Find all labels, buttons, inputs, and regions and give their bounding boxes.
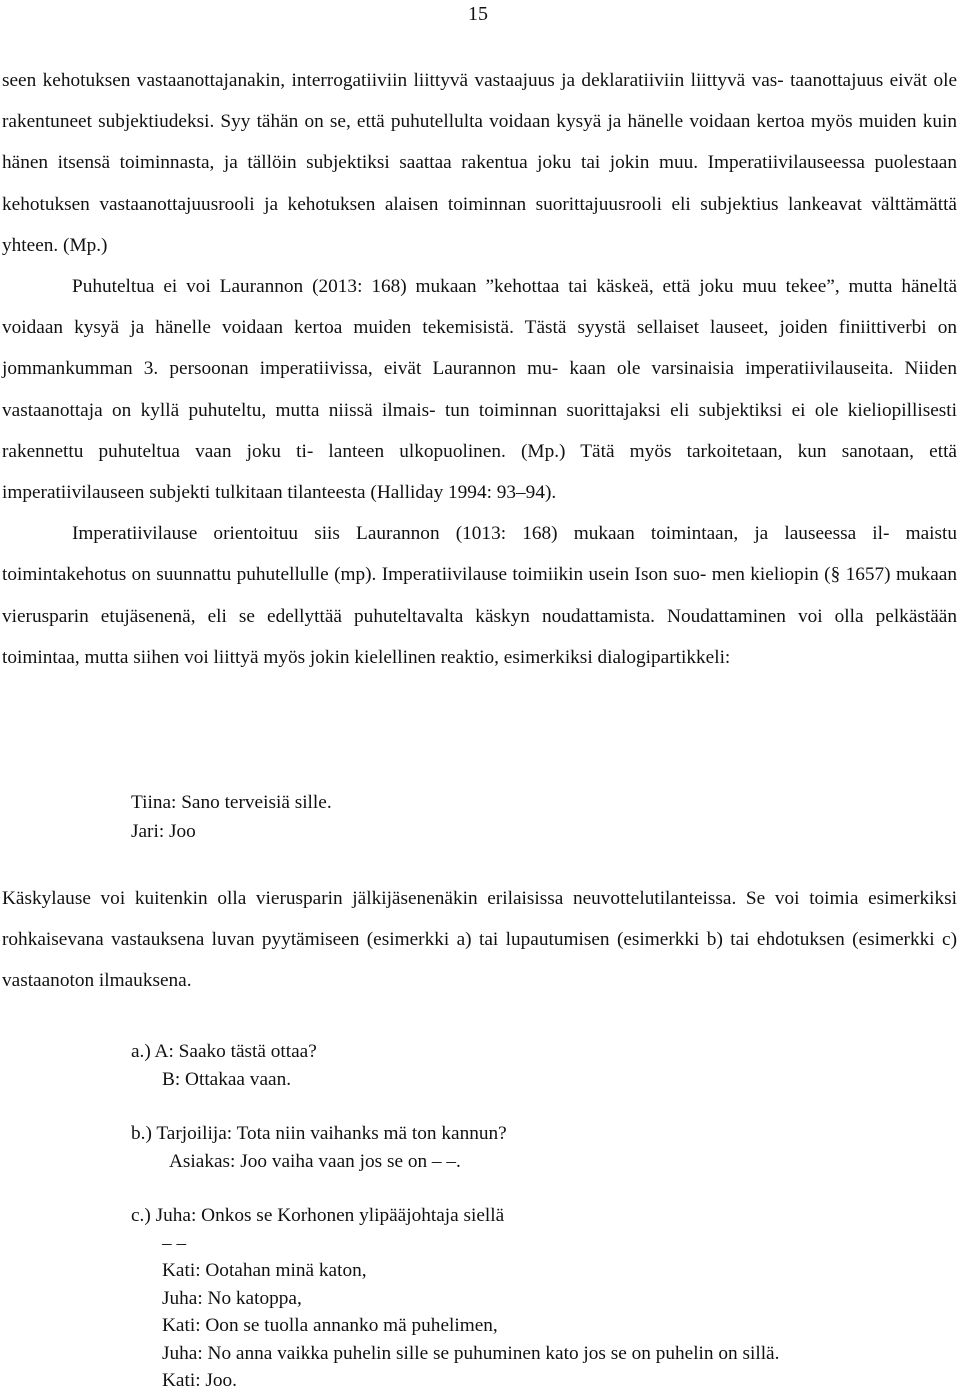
dialog-example <box>131 788 332 846</box>
paragraph-2 <box>2 266 957 513</box>
example-c-line: Kati: Ootahan minä katon, <box>162 1260 367 1281</box>
text-line: (esimerkki b) tai ehdotuksen (esimerkki c) vastaanoton ilmauksena. <box>2 929 957 992</box>
dialog-line: Tiina: Sano terveisiä sille. <box>131 792 332 813</box>
text-line: lauseet, joiden finiittiverbi on jommankumman 3. persoonan imperatiivissa, eivät Laurannon mu- <box>2 317 957 380</box>
text-line: maistu toimintakehotus on suunnattu puhutellulle (mp). Imperatiivilause toimiikin usein Ison suo- <box>2 523 957 586</box>
text-line: Puhuteltua ei voi Laurannon (2013: 168) mukaan ”kehottaa tai käskeä, että joku muu tekee”, <box>72 276 840 298</box>
paragraph-4 <box>2 878 957 1002</box>
text-line: tulkitaan tilanteesta (Halliday 1994: 93–94). <box>215 482 557 504</box>
example-c-line: – – <box>162 1232 187 1254</box>
text-line: mutta häneltä voidaan kysyä ja hänelle voidaan kertoa muiden tekemisistä. Tästä syystä sellaiset <box>2 276 957 339</box>
text-line: toimia esimerkiksi rohkaisevana vastauksena luvan pyytämiseen (esimerkki a) tai lupautumisen <box>2 888 958 951</box>
text-line: seen kehotuksen vastaanottajanakin, interrogatiiviin liittyvä vastaajuus ja deklaratiiviin liittyvä vas- <box>2 70 784 91</box>
main-text <box>2 60 957 678</box>
paragraph-1 <box>2 60 957 266</box>
example-c-line: Kati: Joo. <box>162 1370 237 1391</box>
text-line: Imperatiivilause orientoituu siis Laurannon (1013: 168) mukaan toimintaan, ja lauseessa il- <box>72 523 890 545</box>
example-list <box>131 1038 779 1395</box>
example-c-line: Juha: No katoppa, <box>162 1287 302 1309</box>
text-line: ja hänelle voidaan kertoa myös muiden kuin hänen itsensä toiminnasta, ja tällöin subjektiksi saattaa <box>2 111 957 174</box>
text-line: taanottajuus eivät ole rakentuneet subjektiudeksi. Syy tähän on se, että puhutellulta voidaan kysyä <box>2 70 957 133</box>
text-line: lanteen ulkopuolinen. (Mp.) Tätä myös tarkoitetaan, kun sanotaan, että imperatiivilauseen subjekti <box>2 440 957 504</box>
example-a-line: a.) A: Saako tästä ottaa? <box>131 1041 317 1062</box>
example-a-line: B: Ottakaa vaan. <box>162 1068 292 1090</box>
dialog-line: Jari: Joo <box>131 821 196 842</box>
text-line: rakentua joku tai jokin muu. Imperatiivilauseessa puolestaan kehotuksen vastaanottajuusrooli ja <box>2 152 957 215</box>
text-line: noudattamista. Noudattaminen voi olla pelkästään toimintaa, mutta siihen voi liittyä myös jokin <box>2 605 957 668</box>
text-line: kielellinen reaktio, esimerkiksi dialogipartikkeli: <box>354 646 731 668</box>
example-c-line: Kati: Oon se tuolla annanko mä puhelimen, <box>162 1315 498 1336</box>
text-line: tun toiminnan suorittajaksi eli subjektiksi ei ole kieliopillisesti rakennettu puhuteltua vaan joku ti- <box>2 399 958 462</box>
example-c-line: c.) Juha: Onkos se Korhonen ylipääjohtaja siellä <box>131 1205 505 1226</box>
text-line: Käskylause voi kuitenkin olla vierusparin jälkijäsenenäkin erilaisissa neuvottelutilanteissa. Se voi <box>2 888 800 909</box>
paragraph-3 <box>2 513 957 678</box>
text-line: men kieliopin (§ 1657) mukaan vierusparin etujäsenenä, eli se edellyttää puhuteltavalta käskyn <box>2 564 958 627</box>
text-line: kehotuksen alaisen toiminnan suorittajuusrooli eli subjektius lankeavat välttämättä yhteen. (Mp.) <box>2 193 957 256</box>
example-b-line: b.) Tarjoilija: Tota niin vaihanks mä ton kannun? <box>131 1123 507 1144</box>
page-number: 15 <box>468 3 488 25</box>
example-b-line: Asiakas: Joo vaiha vaan jos se on – –. <box>169 1150 461 1172</box>
text-line: kaan ole varsinaisia imperatiivilauseita. Niiden vastaanottaja on kyllä puhuteltu, mutta niissä ilmais- <box>2 358 958 421</box>
example-c-line: Juha: No anna vaikka puhelin sille se puhuminen kato jos se on puhelin on sillä. <box>162 1342 780 1364</box>
